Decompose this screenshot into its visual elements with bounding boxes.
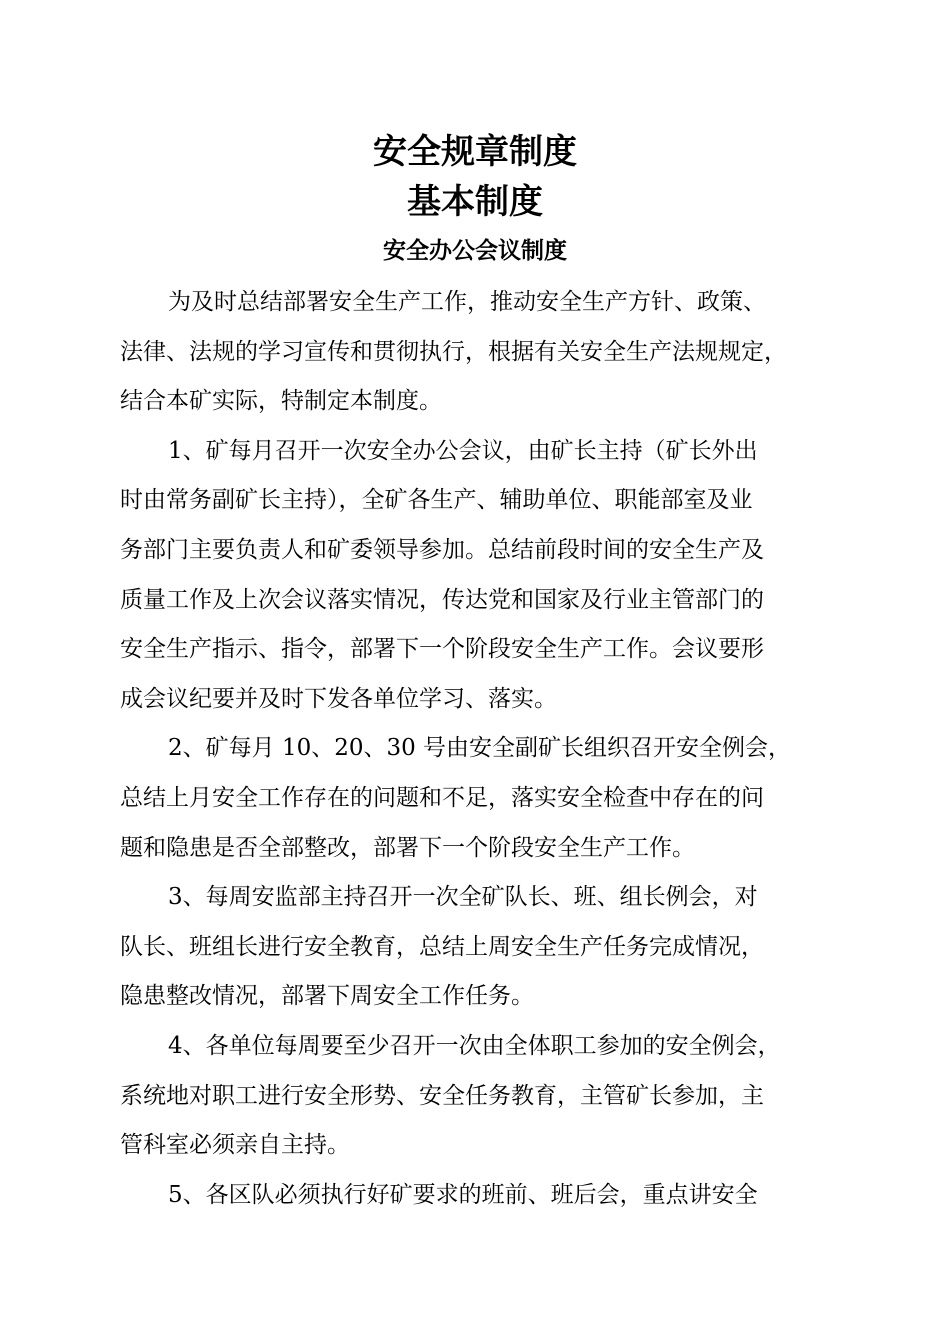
- paragraph-intro: [120, 278, 840, 427]
- paragraph-line: 为及时总结部署安全生产工作，推动安全生产方针、政策、: [168, 289, 766, 315]
- paragraph-line: 4、各单位每周要至少召开一次由全体职工参加的安全例会，: [168, 1032, 781, 1059]
- paragraph-line: 队长、班组长进行安全教育，总结上周安全生产任务完成情况，: [120, 933, 764, 960]
- paragraph-item-1: [120, 427, 840, 725]
- paragraph-item-4: [120, 1022, 840, 1171]
- paragraph-line: 5、各区队必须执行好矿要求的班前、班后会，重点讲安全: [168, 1181, 758, 1208]
- paragraph-line: 成会议纪要并及时下发各单位学习、落实。: [120, 685, 557, 712]
- paragraph-line: 结合本矿实际，特制定本制度。: [120, 388, 442, 415]
- paragraph-line: 系统地对职工进行安全形势、安全任务教育，主管矿长参加，主: [120, 1082, 764, 1109]
- paragraph-line: 务部门主要负责人和矿委领导参加。总结前段时间的安全生产及: [120, 536, 764, 563]
- document-body: [120, 278, 840, 1220]
- paragraph-line: 质量工作及上次会议落实情况，传达党和国家及行业主管部门的: [120, 586, 764, 613]
- paragraph-line: 3、每周安监部主持召开一次全矿队长、班、组长例会，对: [168, 884, 758, 911]
- paragraph-line: 管科室必须亲自主持。: [120, 1132, 350, 1159]
- document-subtitle: 基本制度: [407, 182, 543, 222]
- paragraph-line: 题和隐患是否全部整改，部署下一个阶段安全生产工作。: [120, 834, 695, 861]
- paragraph-line: 安全生产指示、指令，部署下一个阶段安全生产工作。会议要形: [120, 636, 764, 663]
- section-title: 安全办公会议制度: [383, 238, 567, 264]
- paragraph-line: 隐患整改情况，部署下周安全工作任务。: [120, 983, 534, 1010]
- paragraph-line: 总结上月安全工作存在的问题和不足，落实安全检查中存在的问: [120, 784, 764, 811]
- paragraph-line: 1、矿每月召开一次安全办公会议，由矿长主持（矿长外出: [168, 437, 758, 464]
- paragraph-line: 法律、法规的学习宣传和贯彻执行，根据有关安全生产法规规定，: [120, 338, 787, 365]
- paragraph-line: 时由常务副矿长主持），全矿各生产、辅助单位、职能部室及业: [120, 487, 753, 514]
- paragraph-line: 2、矿每月 10、20、30 号由安全副矿长组织召开安全例会，: [168, 735, 792, 762]
- paragraph-item-3: [120, 873, 840, 1022]
- document-title: 安全规章制度: [373, 132, 577, 172]
- paragraph-item-5: [120, 1171, 840, 1221]
- paragraph-item-2: [120, 724, 840, 873]
